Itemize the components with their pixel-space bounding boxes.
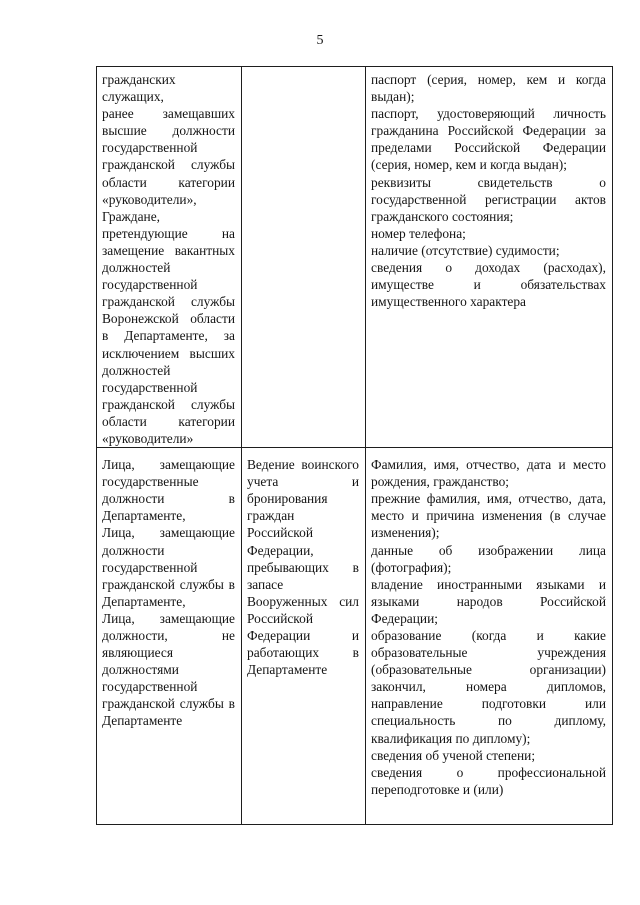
cell-paragraph: прежние фамилия, имя, отчество, дата, место и причина изменения (в случае изменения);: [371, 491, 606, 541]
processing-purpose-cell: [242, 67, 366, 448]
table-row: [97, 67, 613, 448]
cell-paragraph: Ведение воинского учета и бронирования граждан Российской Федерации, пребывающих в запасе Вооруженных сил Российской Федерации и работающих в Департаменте: [247, 457, 359, 678]
cell-paragraph: Фамилия, имя, отчество, дата и место рождения, гражданство;: [371, 457, 606, 490]
data-list-cell: [366, 448, 613, 825]
data-list-cell: [366, 67, 613, 448]
cell-paragraph: гражданских служащих,: [102, 72, 176, 105]
page-number: 5: [316, 33, 324, 48]
cell-paragraph: ранее замещавших высшие должности государственной гражданской службы области категории «руководители»,: [102, 106, 235, 207]
cell-paragraph: Лица, замещающие государственные должности в Департаменте,: [102, 457, 235, 524]
cell-paragraph: номер телефона;: [371, 225, 466, 241]
personal-data-table: [96, 66, 613, 825]
cell-paragraph: реквизиты свидетельств о государственной регистрации актов гражданского состояния;: [371, 174, 606, 224]
table-row: [97, 448, 613, 825]
cell-paragraph: сведения об ученой степени;: [371, 747, 536, 763]
cell-paragraph: сведения о профессиональной переподготовке и (или): [371, 764, 606, 797]
cell-paragraph: владение иностранными языками и языками народов Российской Федерации;: [371, 576, 606, 626]
cell-paragraph: Лица, замещающие должности государственной гражданской службы в Департаменте,: [102, 525, 235, 609]
cell-paragraph: Граждане, претендующие на замещение вакантных должностей государственной гражданской службы Воронежской области в Департаменте, за исключением высших должностей государственной гражданской службы области категории «руководители»: [102, 208, 235, 446]
processing-purpose-cell: [242, 448, 366, 825]
cell-paragraph: Лица, замещающие должности, не являющиеся должностями государственной гражданской службы в Департаменте: [102, 610, 235, 729]
cell-paragraph: данные об изображении лица (фотография);: [371, 542, 606, 575]
cell-paragraph: паспорт (серия, номер, кем и когда выдан);: [371, 72, 606, 105]
cell-paragraph: сведения о доходах (расходах), имуществе и обязательствах имущественного характера: [371, 260, 606, 310]
cell-paragraph: паспорт, удостоверяющий личность гражданина Российской Федерации за пределами Российской Федерации (серия, номер, кем и когда выдан);: [371, 106, 606, 173]
cell-paragraph: образование (когда и какие образовательные учреждения (образовательные организации) закончил, номера дипломов, направление подготовки или специальность по диплому, квалификация по диплому);: [371, 628, 606, 746]
subject-category-cell: [97, 448, 242, 825]
cell-paragraph: наличие (отсутствие) судимости;: [371, 242, 560, 258]
subject-category-cell: [97, 67, 242, 448]
